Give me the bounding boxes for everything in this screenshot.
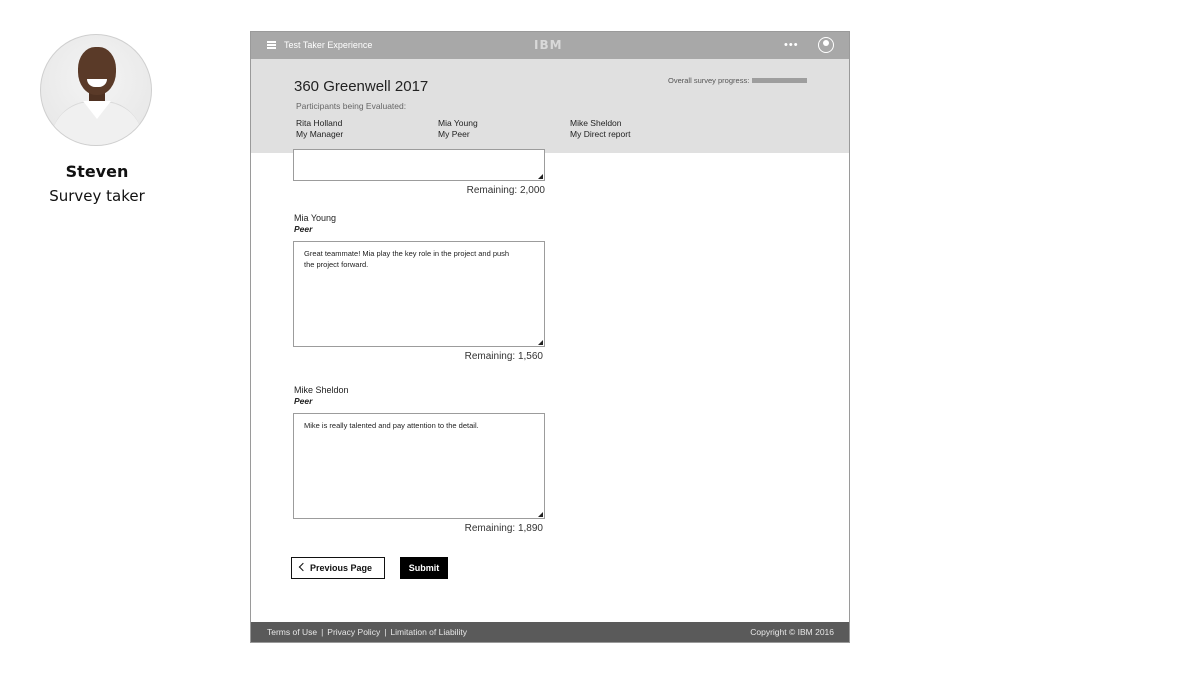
chevron-left-icon (299, 563, 307, 571)
previous-page-label: Previous Page (310, 563, 373, 573)
copyright-text: Copyright © IBM 2016 (750, 627, 834, 637)
hamburger-menu-icon[interactable] (267, 41, 276, 49)
persona-card (40, 34, 154, 205)
survey-progress-bar (752, 78, 807, 83)
participants-label: Participants being Evaluated: (296, 101, 407, 111)
app-window (250, 31, 850, 643)
resize-handle-icon[interactable] (538, 340, 543, 345)
remaining-count: Remaining: 1,560 (464, 351, 543, 362)
response-textarea[interactable] (293, 149, 545, 181)
limitation-of-liability-link[interactable]: Limitation of Liability (390, 627, 467, 637)
progress-label: Overall survey progress: (668, 76, 750, 85)
user-profile-icon[interactable] (818, 37, 834, 53)
top-bar (251, 32, 849, 59)
participant-relation: My Direct report (570, 129, 631, 139)
previous-page-button[interactable] (291, 557, 385, 579)
resize-handle-icon[interactable] (538, 174, 543, 179)
participant-item (296, 118, 343, 140)
survey-title: 360 Greenwell 2017 (294, 78, 429, 95)
participant-item (570, 118, 630, 140)
remaining-count: Remaining: 2,000 (466, 185, 545, 196)
privacy-policy-link[interactable]: Privacy Policy (327, 627, 381, 637)
survey-header (251, 59, 849, 153)
response-text: Great teammate! Mia play the key role in the project and push the project forward. (304, 249, 510, 269)
submit-button[interactable]: Submit (400, 557, 448, 579)
avatar (40, 34, 152, 146)
participant-relation: My Manager (296, 129, 344, 139)
footer-separator: | (321, 627, 324, 637)
app-title: Test Taker Experience (284, 40, 373, 50)
response-text: Mike is really talented and pay attention to the detail. (304, 421, 479, 430)
terms-of-use-link[interactable]: Terms of Use (267, 627, 318, 637)
more-options-icon[interactable]: ••• (784, 39, 799, 51)
participant-name: Rita Holland (296, 118, 343, 128)
response-textarea[interactable] (293, 241, 545, 347)
participant-item (438, 118, 478, 140)
respondent-name: Mia Young (294, 213, 337, 223)
survey-content (251, 153, 849, 623)
footer (251, 622, 849, 642)
participant-relation: My Peer (438, 129, 470, 139)
respondent-relation: Peer (294, 396, 313, 406)
participant-name: Mike Sheldon (570, 118, 622, 128)
resize-handle-icon[interactable] (538, 512, 543, 517)
response-textarea[interactable] (293, 413, 545, 519)
respondent-relation: Peer (294, 224, 313, 234)
ibm-logo: IBM (534, 38, 563, 52)
footer-separator: | (384, 627, 387, 637)
persona-role: Survey taker (49, 187, 145, 205)
persona-name: Steven (65, 162, 129, 181)
remaining-count: Remaining: 1,890 (464, 523, 543, 534)
progress-fill (752, 78, 807, 83)
participant-name: Mia Young (438, 118, 478, 128)
respondent-name: Mike Sheldon (294, 385, 349, 395)
